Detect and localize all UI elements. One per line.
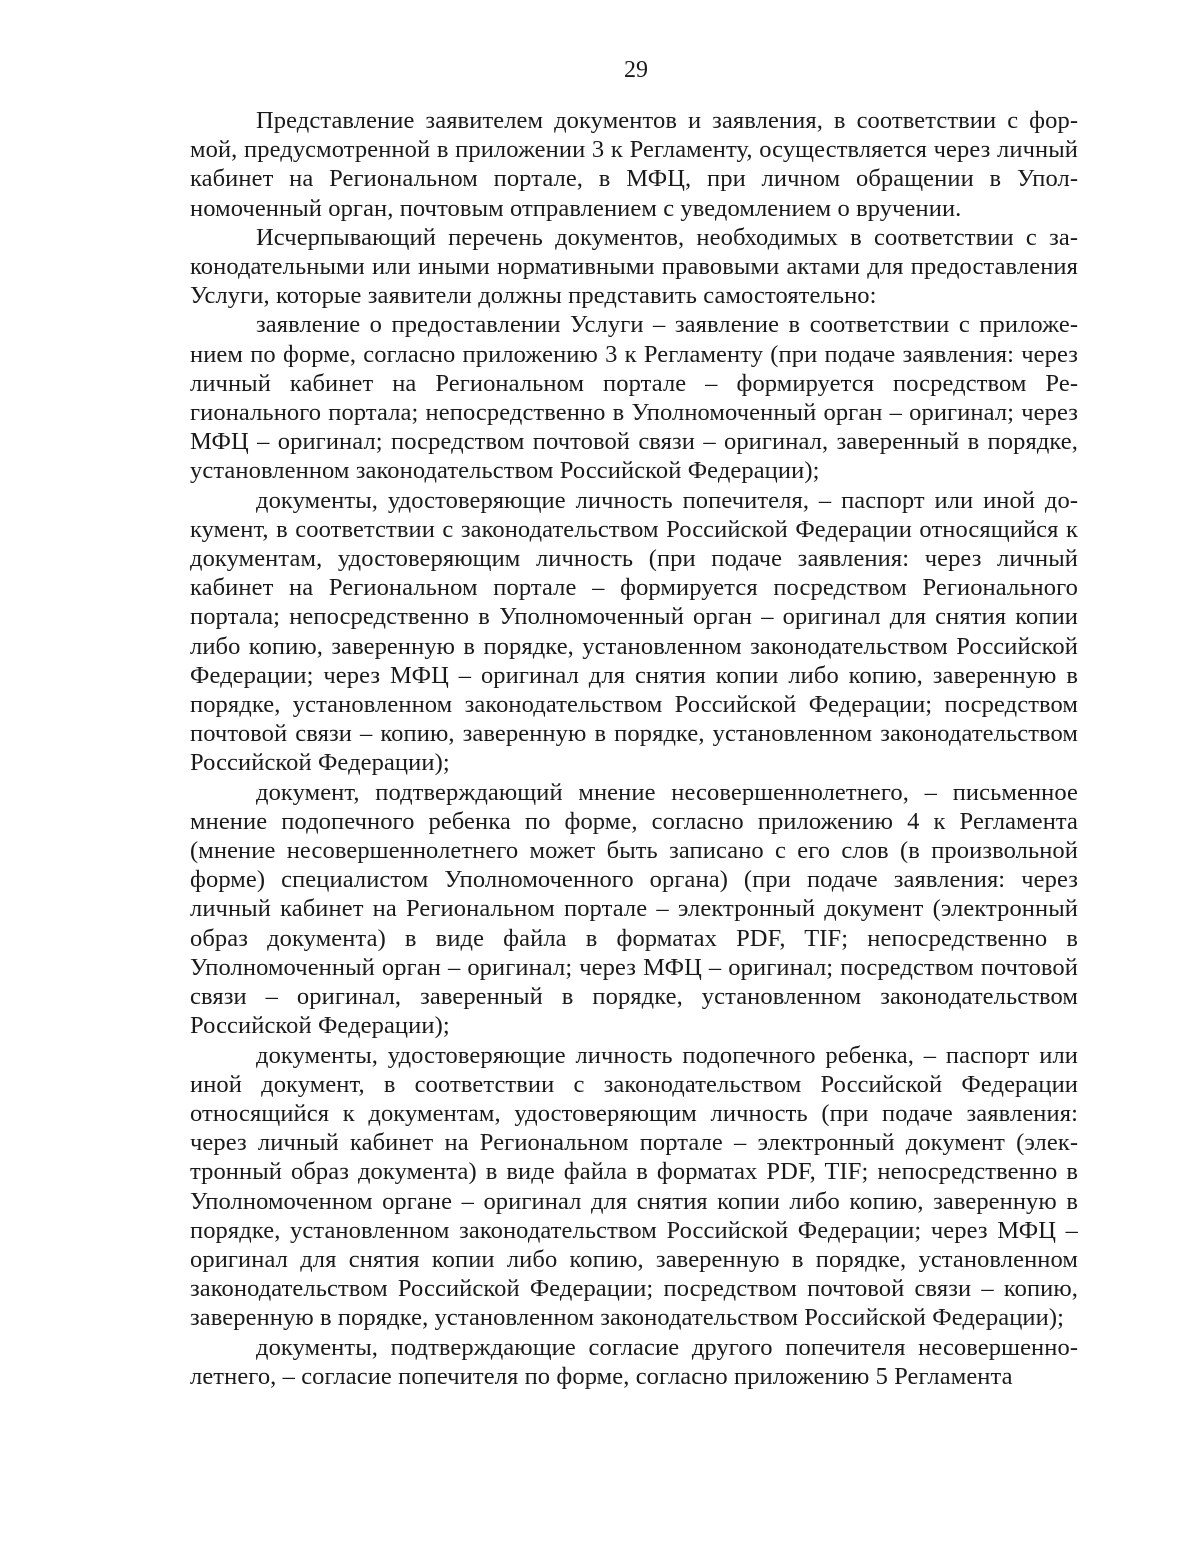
paragraph-application: заявление о предоставлении Услуги – заявление в соответствии с приложением по форме, согласно приложению 3 к Регламенту (при подаче заявления: через личный кабинет на Региональном портале – формируется посредством Регионального портала; непосредственно в Уполномоченный орган – оригинал; через МФЦ – оригинал; посредством почтовой связи – оригинал, заверенный в порядке, установленном законодательством Российской Федерации); — [190, 311, 1078, 485]
paragraph-child-identity: документы, удостоверяющие личность подопечного ребенка, – паспорт или иной документ, в соответствии с законодательством Российской Федерации относящийся к документам, удостоверяющим личность (при подаче заявления: через личный кабинет на Региональном портале – электронный документ (электронный образ документа) в виде файла в форматах PDF, TIF; непосредственно в Уполномоченном органе – оригинал для снятия копии либо копию, заверенную в порядке, установленном законодательством Российской Федерации; через МФЦ – оригинал для снятия копии либо копию, заверенную в порядке, установленном законодательством Российской Федерации; посредством почтовой связи – копию, заверенную в порядке, установленном законодательством Российской Федерации); — [190, 1041, 1078, 1332]
paragraph-other-guardian-consent: документы, подтверждающие согласие другого попечителя несовершеннолетнего, – согласие попечителя по форме, согласно приложению 5 Регламента — [190, 1333, 1078, 1390]
page-number: 29 — [624, 57, 648, 83]
paragraph-minor-opinion: документ, подтверждающий мнение несовершеннолетнего, – письменное мнение подопечного ребенка по форме, согласно приложению 4 к Регламента (мнение несовершеннолетнего может быть записано с его слов (в произвольной форме) специалистом Уполномоченного органа) (при подаче заявления: через личный кабинет на Региональном портале – электронный документ (электронный образ документа) в виде файла в форматах PDF, TIF; непосредственно в Уполномоченный орган – оригинал; через МФЦ – оригинал; посредством почтовой связи – оригинал, заверенный в порядке, установленном законодательством Российской Федерации); — [190, 778, 1078, 1040]
paragraph-submission-methods: Представление заявителем документов и заявления, в соответствии с формой, предусмотренной в приложении 3 к Регламенту, осуществляется через личный кабинет на Региональном портале, в МФЦ, при личном обращении в Уполномоченный орган, почтовым отправлением с уведомлением о вручении. — [190, 107, 1078, 222]
document-body — [190, 106, 1078, 1391]
paragraph-guardian-identity: документы, удостоверяющие личность попечителя, – паспорт или иной документ, в соответствии с законодательством Российской Федерации относящийся к документам, удостоверяющим личность (при подаче заявления: через личный кабинет на Региональном портале – формируется посредством Регионального портала; непосредственно в Уполномоченный орган – оригинал для снятия копии либо копию, заверенную в порядке, установленном законодательством Российской Федерации; через МФЦ – оригинал для снятия копии либо копию, заверенную в порядке, установленном законодательством Российской Федерации; посредством почтовой связи – копию, заверенную в порядке, установленном законодательством Российской Федерации); — [190, 486, 1078, 777]
paragraph-documents-list-intro: Исчерпывающий перечень документов, необходимых в соответствии с законодательными или иными нормативными правовыми актами для предоставления Услуги, которые заявители должны представить самостоятельно: — [190, 223, 1078, 310]
